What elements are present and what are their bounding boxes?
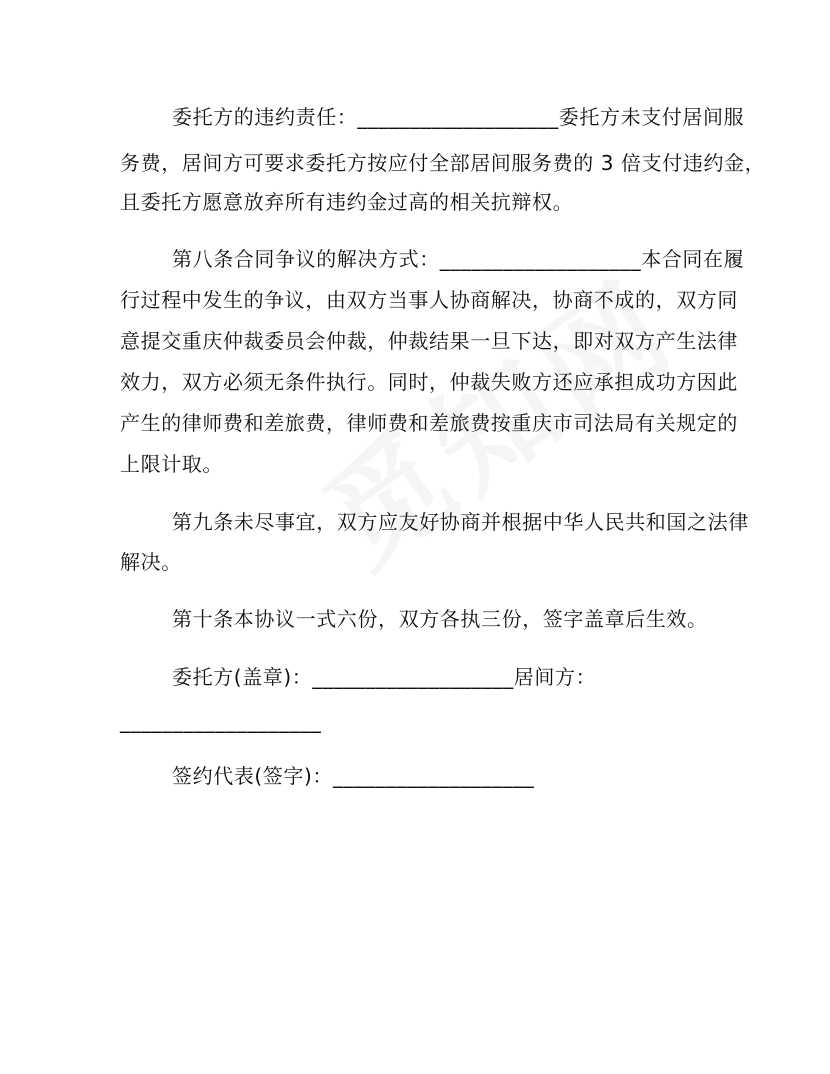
text-line: 委托方的违约责任：___________________委托方未支付居间服 <box>172 105 745 129</box>
text-line: 效力，双方必须无条件执行。同时，仲裁失败方还应承担成功方因此 <box>120 370 738 394</box>
text-line: 上限计取。 <box>120 452 223 476</box>
signature-line-client: 委托方(盖章)：___________________居间方： <box>172 665 597 689</box>
text-line: 第八条合同争议的解决方式：___________________本合同在履 <box>172 247 745 271</box>
signature-line-representative: 签约代表(签字)：___________________ <box>172 764 535 788</box>
text-line: 意提交重庆仲裁委员会仲裁，仲裁结果一旦下达，即对双方产生法律 <box>120 329 738 353</box>
text-line: 行过程中发生的争议，由双方当事人协商解决，协商不成的，双方同 <box>120 288 738 312</box>
text-line: 务费，居间方可要求委托方按应付全部居间服务费的 3 倍支付违约金， <box>120 151 766 175</box>
text-line: 产生的律师费和差旅费，律师费和差旅费按重庆市司法局有关规定的 <box>120 411 738 435</box>
text-line: 第九条未尽事宜，双方应友好协商并根据中华人民共和国之法律 <box>172 510 749 534</box>
text-line: 第十条本协议一式六份，双方各执三份，签字盖章后生效。 <box>172 607 708 631</box>
text-line: 解决。 <box>120 550 182 574</box>
signature-line-broker: ___________________ <box>120 709 322 733</box>
text-line: 且委托方愿意放弃所有违约金过高的相关抗辩权。 <box>120 190 574 214</box>
